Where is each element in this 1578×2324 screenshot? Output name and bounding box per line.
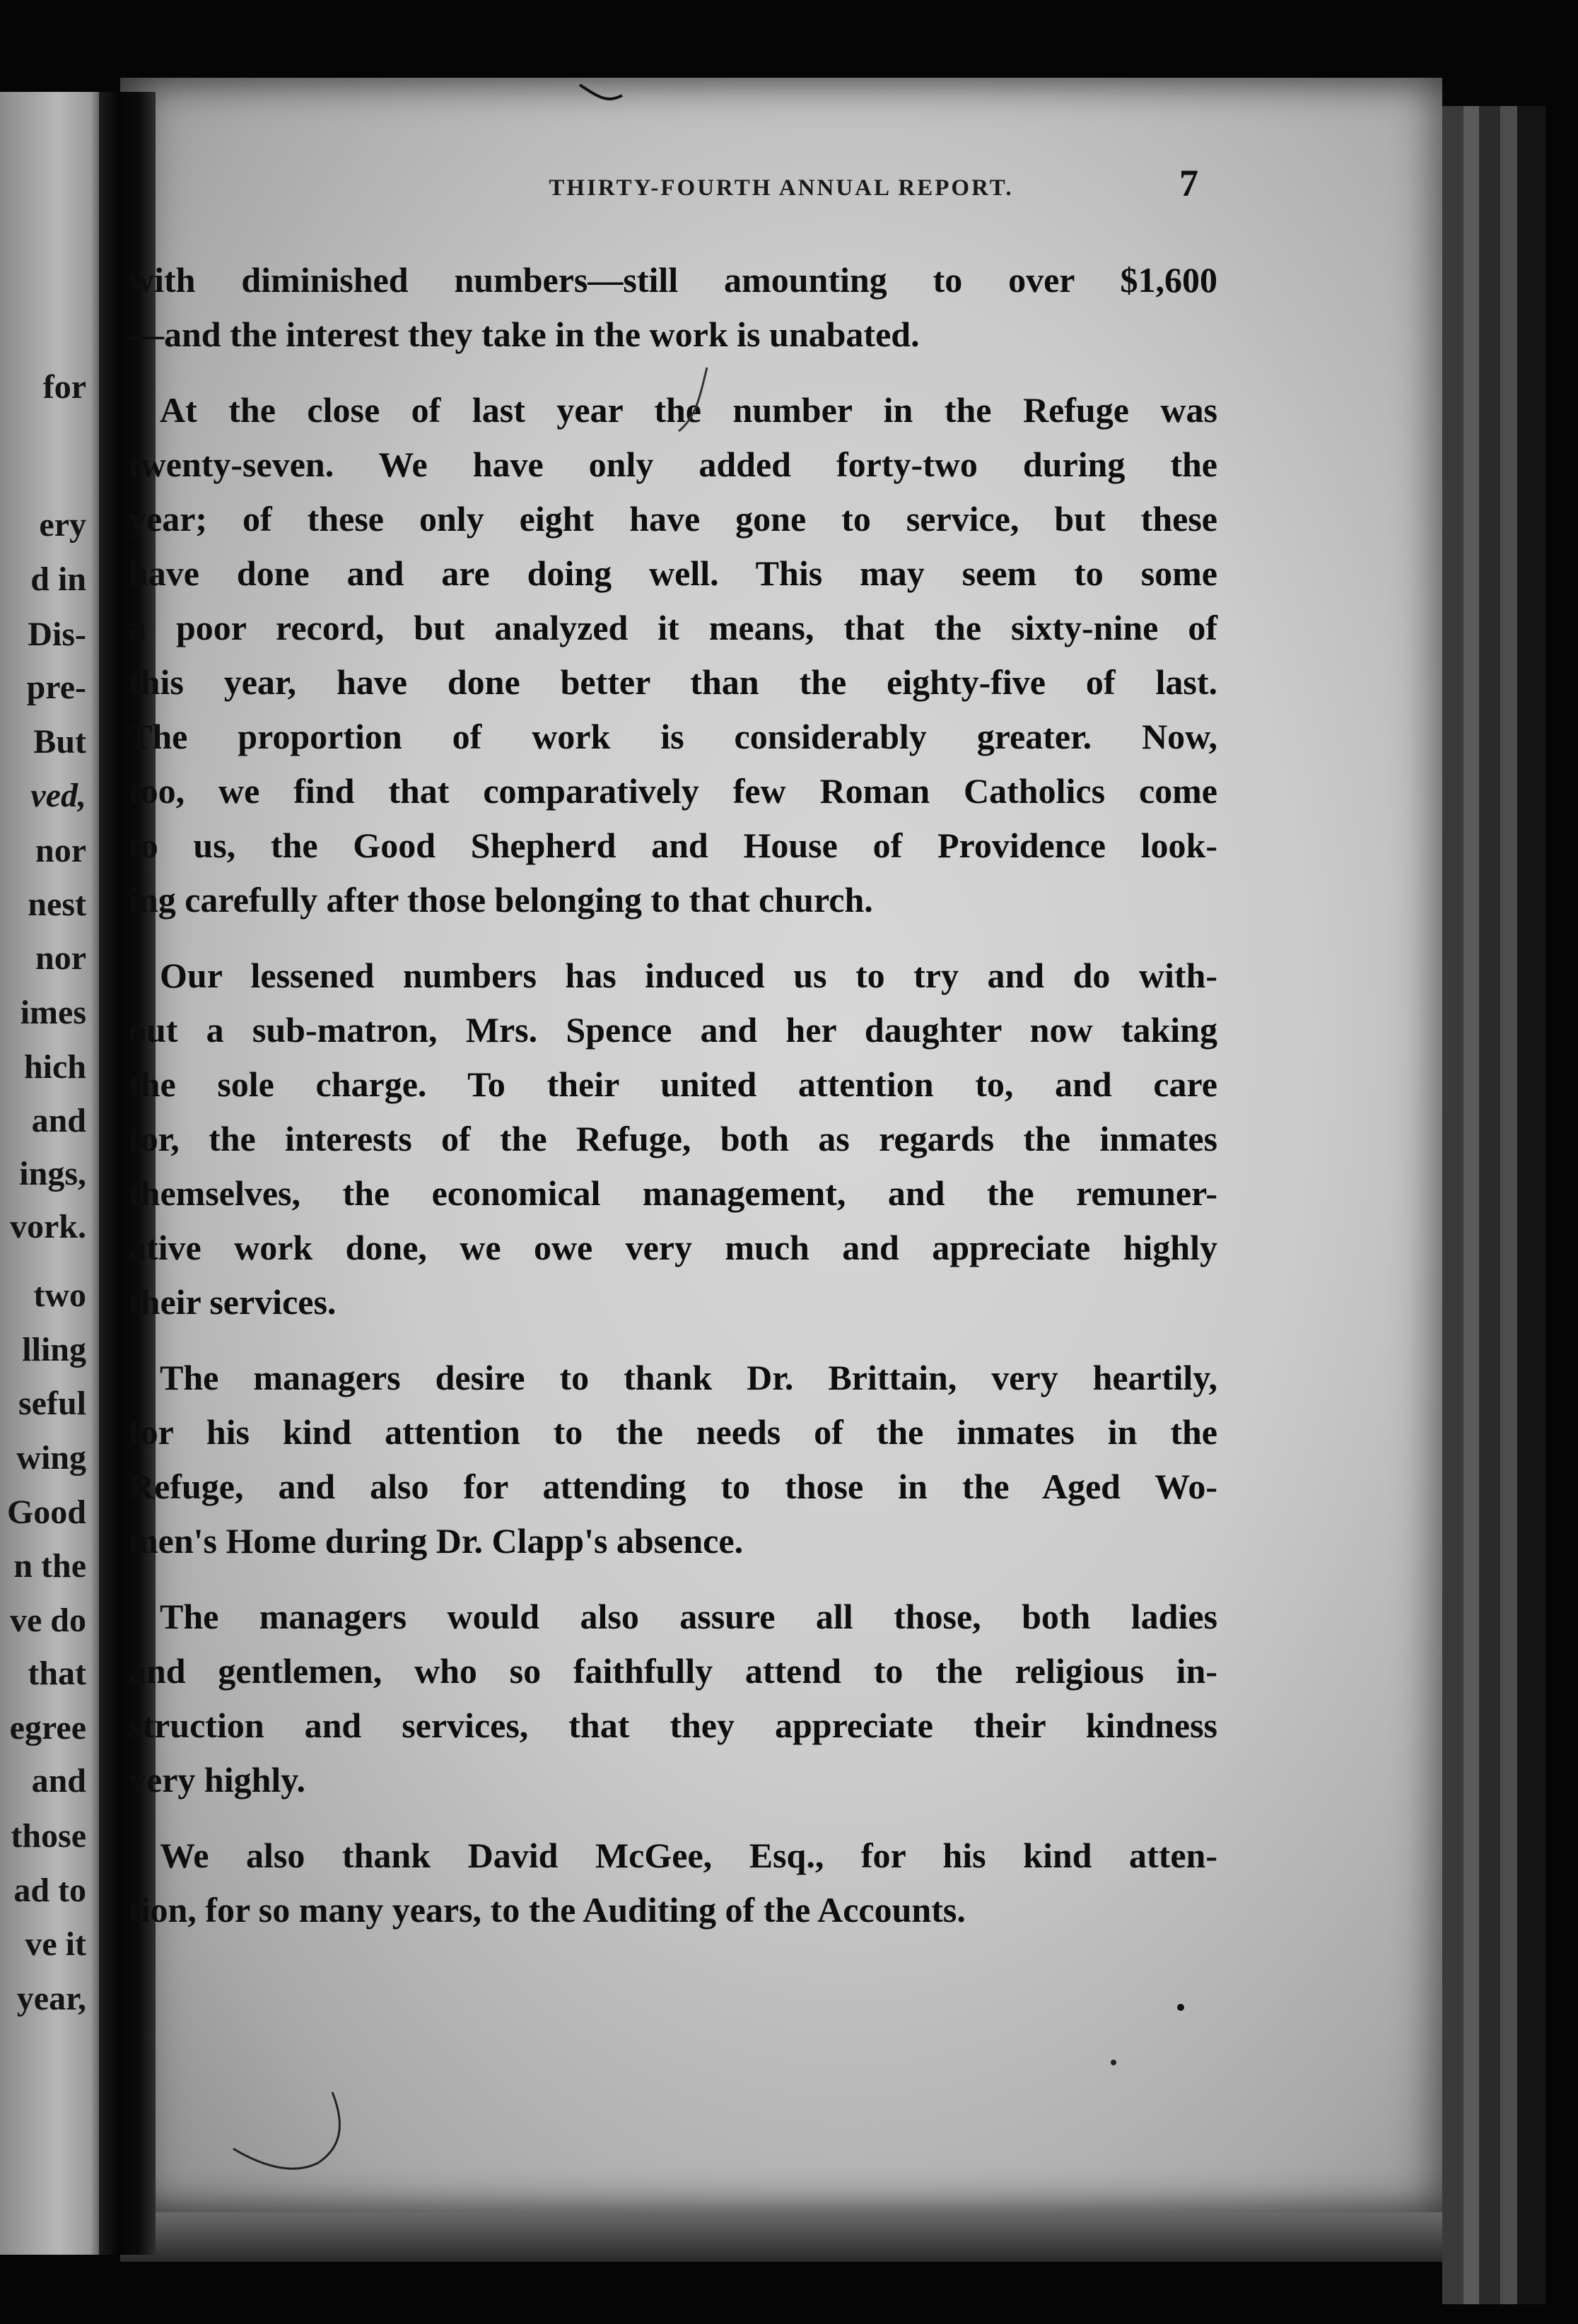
left-page-fragment: vork.: [10, 1208, 86, 1245]
text-line: twenty-seven. We have only added forty-two during the: [129, 445, 1217, 484]
left-page-fragment: and: [31, 1102, 86, 1139]
left-page-fragment: seful: [18, 1385, 86, 1422]
left-page-fragment: n the: [13, 1547, 86, 1585]
left-page-fragment: ved,: [30, 777, 86, 814]
text-line: the sole charge. To their united attention to, and care: [129, 1064, 1217, 1104]
left-page-fragment: ve it: [25, 1925, 86, 1963]
left-page-fragment: Dis-: [28, 616, 86, 653]
body-text: [129, 253, 1217, 1937]
left-page-fragment: ve do: [10, 1602, 86, 1639]
left-page-fragment: lling: [22, 1331, 86, 1368]
paragraph: [129, 383, 1217, 927]
left-page-fragment: ings,: [19, 1155, 86, 1192]
text-line: Our lessened numbers has induced us to try and do with-: [160, 956, 1217, 995]
left-page-fragment: imes: [20, 994, 86, 1031]
text-line: The proportion of work is considerably greater. Now,: [129, 717, 1217, 756]
left-page-fragment: and: [31, 1762, 86, 1800]
left-page-fragment: ad to: [13, 1872, 86, 1909]
left-page-fragment: two: [33, 1277, 86, 1314]
page-edge: [1500, 106, 1517, 2304]
text-line: At the close of last year the number in the Refuge was: [160, 390, 1217, 430]
text-line: ing carefully after those belonging to that church.: [129, 880, 873, 920]
paragraph-gap: [129, 927, 1217, 949]
text-line: —and the interest they take in the work is unabated.: [129, 315, 920, 354]
text-line: tion, for so many years, to the Auditing of the Accounts.: [129, 1890, 966, 1930]
paragraph: [129, 253, 1217, 362]
left-facing-page: [0, 92, 106, 2255]
text-line: Refuge, and also for attending to those in the Aged Wo-: [129, 1467, 1217, 1506]
text-line: for, the interests of the Refuge, both as regards the inmates: [129, 1119, 1217, 1158]
left-page-fragment: ery: [39, 506, 86, 544]
paragraph-gap: [129, 1568, 1217, 1590]
paragraph: [129, 949, 1217, 1330]
text-line: struction and services, that they appreciate their kindness: [129, 1706, 1217, 1745]
left-page-fragment: d in: [30, 561, 86, 598]
text-line: out a sub-matron, Mrs. Spence and her daughter now taking: [129, 1010, 1217, 1050]
running-head: THIRTY-FOURTH ANNUAL REPORT.: [549, 175, 1014, 201]
left-page-fragment: nor: [35, 939, 86, 977]
text-line: their services.: [129, 1282, 337, 1322]
left-page-fragment: Good: [6, 1493, 86, 1531]
text-line: with diminished numbers—still amounting to over $1,600: [129, 260, 1217, 300]
page-bottom-edge: [120, 2212, 1442, 2262]
left-page-fragment: pre-: [26, 669, 86, 706]
page-edge: [1442, 106, 1463, 2304]
text-line: and gentlemen, who so faithfully attend to the religious in-: [129, 1651, 1217, 1691]
text-line: themselves, the economical management, and the remuner-: [129, 1173, 1217, 1213]
text-line: this year, have done better than the eighty-five of last.: [129, 662, 1217, 702]
left-page-fragment: that: [28, 1655, 86, 1692]
text-line: year; of these only eight have gone to service, but these: [129, 499, 1217, 539]
page-edge: [1463, 106, 1479, 2304]
text-line: ative work done, we owe very much and appreciate highly: [129, 1228, 1217, 1267]
left-page-fragment: nest: [28, 886, 86, 923]
paragraph: [129, 1351, 1217, 1568]
text-line: for his kind attention to the needs of the inmates in the: [129, 1412, 1217, 1452]
paragraph-gap: [129, 1807, 1217, 1829]
left-page-fragment: But: [33, 723, 86, 761]
left-page-fragment: egree: [9, 1709, 86, 1747]
left-page-fragment: nor: [35, 832, 86, 869]
left-page-fragment: those: [11, 1817, 86, 1855]
paragraph-gap: [129, 362, 1217, 383]
left-page-fragment: year,: [16, 1980, 86, 2017]
paragraph: [129, 1590, 1217, 1807]
text-line: have done and are doing well. This may seem to some: [129, 553, 1217, 593]
paragraph: [129, 1829, 1217, 1937]
text-line: a poor record, but analyzed it means, that the sixty-nine of: [129, 608, 1217, 647]
page-number: 7: [1179, 162, 1198, 204]
text-line: The managers would also assure all those, both ladies: [160, 1597, 1217, 1636]
paragraph-gap: [129, 1330, 1217, 1351]
left-page-fragment: hich: [23, 1048, 86, 1086]
text-line: too, we find that comparatively few Roman Catholics come: [129, 771, 1217, 811]
text-line: We also thank David McGee, Esq., for his kind atten-: [160, 1836, 1217, 1875]
text-line: The managers desire to thank Dr. Brittain, very heartily,: [160, 1358, 1217, 1397]
text-line: very highly.: [129, 1760, 306, 1800]
left-page-fragment: for: [42, 368, 86, 406]
left-page-fragment: wing: [16, 1439, 86, 1477]
text-line: to us, the Good Shepherd and House of Providence look-: [129, 826, 1217, 865]
page-edge: [1517, 106, 1545, 2304]
text-line: men's Home during Dr. Clapp's absence.: [129, 1521, 744, 1561]
page-edge: [1479, 106, 1500, 2304]
